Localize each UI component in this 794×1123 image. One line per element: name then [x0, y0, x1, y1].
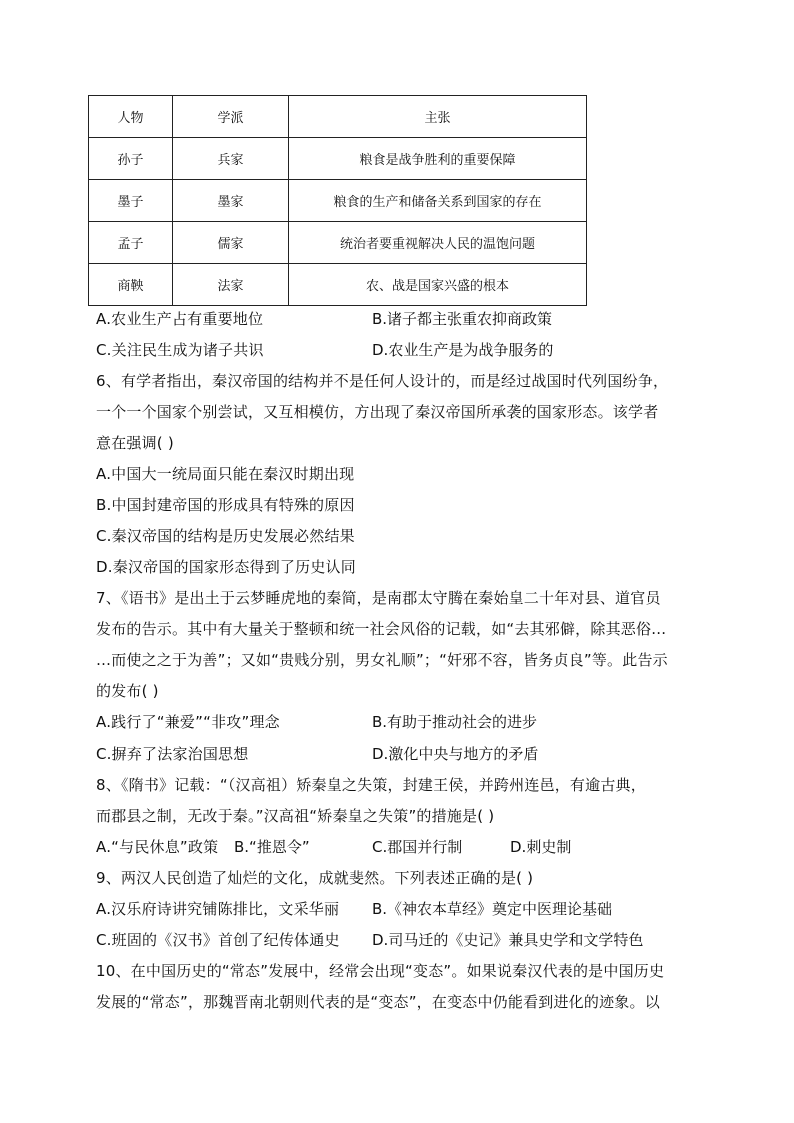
- cell-view: 粮食是战争胜利的重要保障: [289, 138, 587, 180]
- q5-option-c[interactable]: C.关注民生成为诸子共识: [96, 341, 264, 359]
- table-row: [89, 180, 587, 222]
- q8-stem-line-2: 而郡县之制，无改于秦。”汉高祖“矫秦皇之失策”的措施是( ): [96, 807, 495, 825]
- cell-person: 孟子: [89, 222, 173, 264]
- q7-option-a[interactable]: A.践行了“兼爱”“非攻”理念: [96, 713, 280, 731]
- cell-view: 粮食的生产和储备关系到国家的存在: [289, 180, 587, 222]
- q6-stem-line-2: 一个一个国家个别尝试，又互相模仿，方出现了秦汉帝国所承袭的国家形态。该学者: [96, 403, 659, 421]
- q10-stem-line-2: 发展的“常态”，那魏晋南北朝则代表的是“变态”，在变态中仍能看到进化的迹象。以: [96, 993, 660, 1011]
- q8-option-c[interactable]: C.郡国并行制: [372, 838, 463, 856]
- cell-school: 兵家: [173, 138, 289, 180]
- q9-option-b[interactable]: B.《神农本草经》奠定中医理论基础: [372, 900, 613, 918]
- q7-stem-line-4: 的发布( ): [96, 682, 159, 700]
- q6-stem-line-3: 意在强调( ): [96, 434, 174, 452]
- cell-person: 孙子: [89, 138, 173, 180]
- q7-stem-line-2: 发布的告示。其中有大量关于整顿和统一社会风俗的记载，如“去其邪僻，除其恶俗…: [96, 620, 667, 638]
- header-view: 主张: [289, 96, 587, 138]
- schools-table: [88, 95, 587, 306]
- cell-view: 农、战是国家兴盛的根本: [289, 264, 587, 306]
- q6-option-c[interactable]: C.秦汉帝国的结构是历史发展必然结果: [96, 527, 355, 545]
- q9-option-c[interactable]: C.班固的《汉书》首创了纪传体通史: [96, 931, 340, 949]
- cell-school: 法家: [173, 264, 289, 306]
- cell-person: 商鞅: [89, 264, 173, 306]
- table-row: [89, 264, 587, 306]
- q7-stem-line-3: …而使之之于为善”；又如“贵贱分别，男女礼顺”；“奸邪不容，皆务贞良”等。此告示: [96, 651, 668, 669]
- q6-option-d[interactable]: D.秦汉帝国的国家形态得到了历史认同: [96, 558, 356, 576]
- q8-option-d[interactable]: D.刺史制: [510, 838, 572, 856]
- cell-school: 儒家: [173, 222, 289, 264]
- q9-option-d[interactable]: D.司马迁的《史记》兼具史学和文学特色: [372, 931, 644, 949]
- q8-option-a[interactable]: A.“与民休息”政策: [96, 838, 219, 856]
- cell-view: 统治者要重视解决人民的温饱问题: [289, 222, 587, 264]
- q9-option-a[interactable]: A.汉乐府诗讲究铺陈排比，文采华丽: [96, 900, 340, 918]
- q6-option-a[interactable]: A.中国大一统局面只能在秦汉时期出现: [96, 465, 355, 483]
- cell-school: 墨家: [173, 180, 289, 222]
- q9-stem-line-1: 9、两汉人民创造了灿烂的文化，成就斐然。下列表述正确的是( ): [96, 869, 534, 887]
- q7-option-c[interactable]: C.摒弃了法家治国思想: [96, 745, 249, 763]
- header-person: 人物: [89, 96, 173, 138]
- q5-option-a[interactable]: A.农业生产占有重要地位: [96, 310, 264, 328]
- q7-stem-line-1: 7、《语书》是出土于云梦睡虎地的秦简，是南郡太守腾在秦始皇二十年对县、道官员: [96, 589, 661, 607]
- table-row: [89, 138, 587, 180]
- q7-option-b[interactable]: B.有助于推动社会的进步: [372, 713, 538, 731]
- q10-stem-line-1: 10、在中国历史的“常态”发展中，经常会出现“变态”。如果说秦汉代表的是中国历史: [96, 962, 665, 980]
- q8-stem-line-1: 8、《隋书》记载：“（汉高祖）矫秦皇之失策，封建王侯，并跨州连邑，有逾古典，: [96, 776, 646, 794]
- table-header-row: [89, 96, 587, 138]
- q6-stem-line-1: 6、有学者指出，秦汉帝国的结构并不是任何人设计的，而是经过战国时代列国纷争，: [96, 372, 669, 390]
- q8-option-b[interactable]: B.“推恩令”: [234, 838, 310, 856]
- table-row: [89, 222, 587, 264]
- q7-option-d[interactable]: D.激化中央与地方的矛盾: [372, 745, 539, 763]
- cell-person: 墨子: [89, 180, 173, 222]
- header-school: 学派: [173, 96, 289, 138]
- q5-option-d[interactable]: D.农业生产是为战争服务的: [372, 341, 554, 359]
- q6-option-b[interactable]: B.中国封建帝国的形成具有特殊的原因: [96, 496, 355, 514]
- q5-option-b[interactable]: B.诸子都主张重农抑商政策: [372, 310, 553, 328]
